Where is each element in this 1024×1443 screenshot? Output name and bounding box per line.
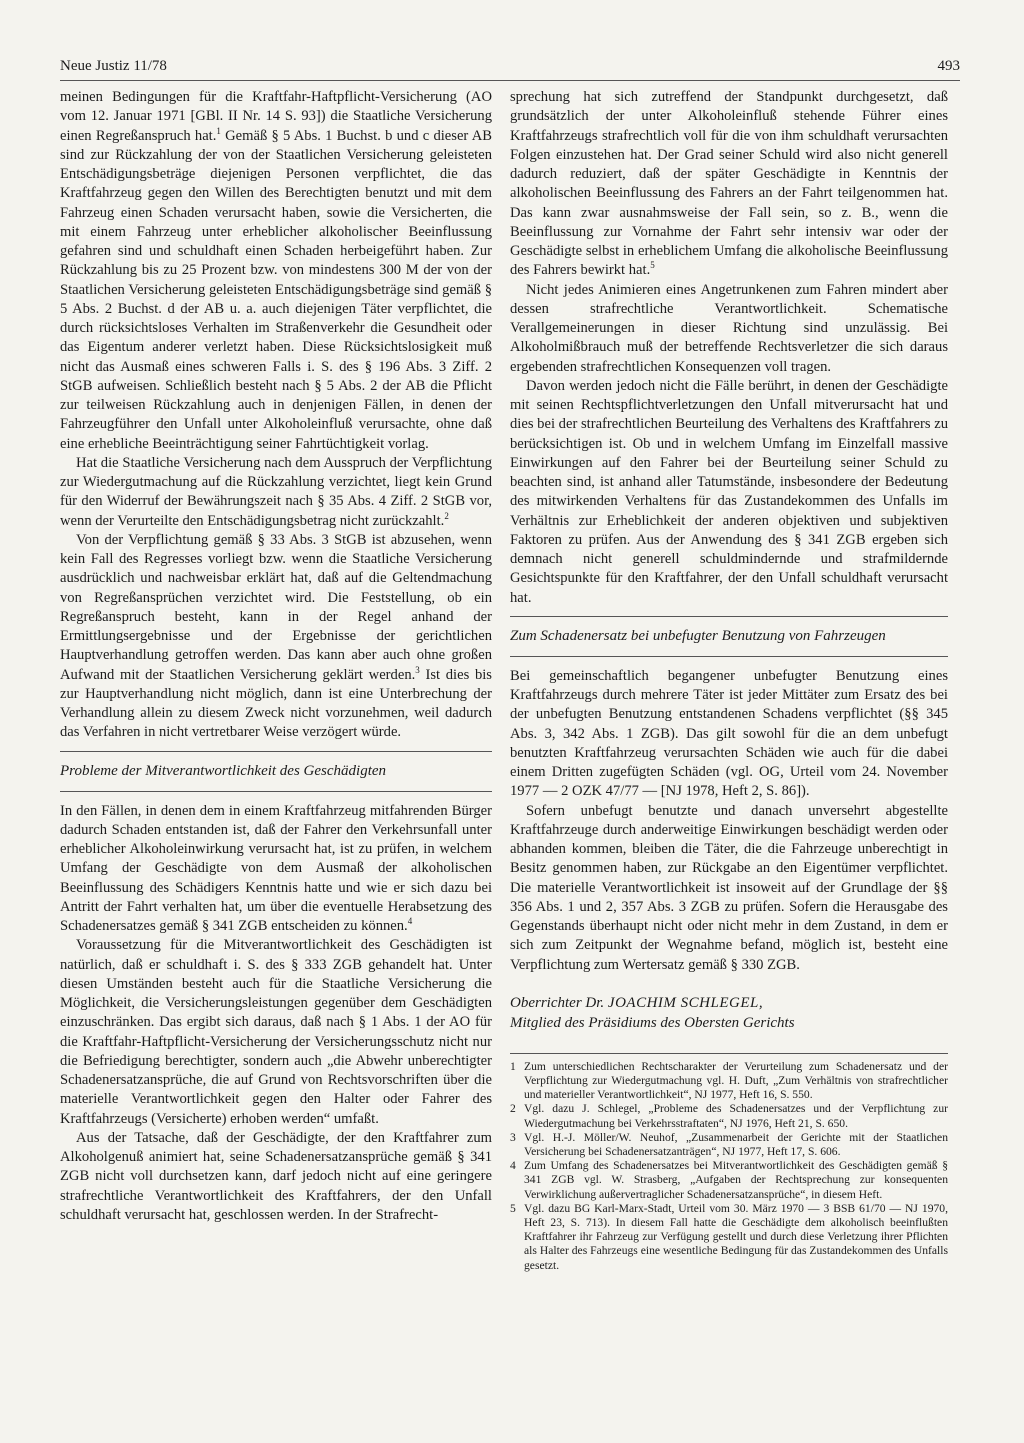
paragraph: Bei gemeinschaftlich begangener unbefugter Benutzung eines Kraftfahrzeugs durch mehrere Täter ist jeder Mittäter zum Ersatz des bei der unbefugten Benutzung entstandenen Schadens verpflichtet (§§ 345 Abs. 3, 342 Abs. 1 ZGB). Das gilt sowohl für die an dem unbefugt benutzten Kraftfahrzeug verursachten Schäden wie auch für die dabei einem Dritten zugefügten Schäden (vgl. OG, Urteil vom 24. November 1977 — 2 OZK 47/77 — [NJ 1978, Heft 2, S. 86]). (510, 667, 948, 800)
author-name: JOACHIM SCHLEGEL, (607, 994, 764, 1011)
footnote-number: 3 (510, 1130, 516, 1144)
left-column (60, 88, 492, 1225)
paragraph-text: Von der Verpflichtung gemäß § 33 Abs. 3 StGB ist abzusehen, wenn kein Fall des Regresses vorliegt bzw. wenn die Staatliche Versicherung ausdrücklich und nachweisbar erklärt hat, daß auf die Geltendmachung von Regreßansprüchen verzichtet wird. Die Feststellung, ob ein Regreßanspruch besteht, kann in der Regel anhand der Ermittlungsergebnisse und der Ergebnisse der gerichtlichen Hauptverhandlung getroffen werden. Das kann aber auch ohne großen Aufwand mit der Staatlichen Versicherung geklärt werden. (60, 531, 492, 683)
author-title: Oberrichter Dr. (510, 994, 608, 1011)
footnote (510, 1060, 948, 1103)
footnote (510, 1202, 948, 1273)
paragraph (60, 88, 492, 454)
paragraph-text: Ist dies bis zur Hauptverhandlung nicht möglich, dann ist eine Unterbrechung der Verhandlung allein zu diesem Zweck nicht vorzunehmen, weil dadurch das Verfahren in nicht vertretbarer Weise verzögert würde. (60, 666, 492, 741)
footnote (510, 1102, 948, 1130)
author-signature (510, 993, 948, 1033)
paragraph-text: meinen Bedingungen für die Kraftfahr-Haftpflicht-Versicherung (AO vom 12. Januar 1971 [GBl. II Nr. 14 S. 93]) die Staatliche Versicherung einen Regreßanspruch hat. (60, 89, 492, 144)
paragraph-text: Hat die Staatliche Versicherung nach dem Ausspruch der Verpflichtung zur Wiedergutmachung auf die Rückzahlung verzichtet, liegt kein Grund für den Widerruf der Bewährungszeit nach § 35 Abs. 4 Ziff. 2 StGB vor, wenn der Verurteilte den Entschädigungsbetrag nicht zurückzahlt. (60, 454, 492, 529)
paragraph-text: In den Fällen, in denen dem in einem Kraftfahrzeug mitfahrenden Bürger dadurch Schaden entstanden ist, daß der Fahrer den Verkehrsunfall unter erheblicher Alkoholeinwirkung verursacht hat, ist zu prüfen, in welchem Umfang der Geschädigte von dem Ausmaß der alkoholischen Beeinflussung des Schädigers Kenntnis hatte und wie er sich dazu bei Antritt der Fahrt verhalten hat, um über die eventuelle Herabsetzung des Schadenersatzes gemäß § 341 ZGB entscheiden zu können. (60, 802, 492, 934)
author-affiliation: Mitglied des Präsidiums des Obersten Gerichts (510, 1014, 795, 1031)
paragraph-text: Gemäß § 5 Abs. 1 Buchst. b und c dieser AB sind zur Rückzahlung der von der Staatlichen Versicherung geleisteten Entschädigungsbeträge diejenigen Personen verpflichtet, die das Kraftfahrzeug gegen den Willen des Berechtigten benutzt und mit dem Fahrzeug einen Schaden verursacht haben, sowie die Versicherten, die mit einem Fahrzeug unter erheblicher alkoholischer Beeinflussung gefahren sind und schuldhaft einen Schaden herbeigeführt haben. Zur Rückzahlung bis zu 25 Prozent bzw. von mindestens 300 M der von der Staatlichen Versicherung geleisteten Entschädigungsbeträge sind gemäß § 5 Abs. 2 Buchst. d der AB u. a. auch diejenigen Täter verpflichtet, die durch rücksichtsloses Verhalten im Straßenverkehr die Gesundheit oder das Eigentum anderer verletzt haben. Diese Rücksichtslosigkeit muß nicht das Ausmaß eines schweren Falls i. S. des § 196 Abs. 3 Ziff. 2 StGB aufweisen. Schließlich besteht nach § 5 Abs. 2 der AB die Pflicht zur teilweisen Rückzahlung auch in denjenigen Fällen, in denen der Fahrzeugführer den Unfall unter Alkoholeinfluß verursachte, ohne daß eine erhebliche Beeinträchtigung seiner Fahrtüchtigkeit vorlag. (60, 127, 492, 452)
paragraph (60, 531, 492, 743)
paragraph (60, 454, 492, 531)
footnote (510, 1159, 948, 1202)
footnote-text: Zum Umfang des Schadenersatzes bei Mitverantwortlichkeit des Geschädigten gemäß § 341 ZGB vgl. W. Strasberg, „Aufgaben der Rechtsprechung zur konsequenten Verwirklichung außervertraglicher Schadenersatzansprüche“, in diesem Heft. (524, 1159, 948, 1201)
paragraph (60, 802, 492, 937)
footnote-text: Vgl. dazu J. Schlegel, „Probleme des Schadenersatzes und der Verpflichtung zur Wiedergutmachung bei Verkehrsstraftaten“, NJ 1976, Heft 21, S. 650. (524, 1102, 948, 1130)
footnote-text: Zum unterschiedlichen Rechtscharakter der Verurteilung zum Schadenersatz und der Verpflichtung zur Wiedergutmachung vgl. H. Duft, „Zum Verhältnis von strafrechtlicher und materieller Verantwortlichkeit“, NJ 1977, Heft 16, S. 550. (524, 1059, 948, 1102)
page-number: 493 (937, 58, 960, 74)
footnote-ref: 5 (650, 260, 655, 271)
paragraph: Davon werden jedoch nicht die Fälle berührt, in denen der Geschädigte mit seinen Rechtspflichtverletzungen den Unfall mitverursacht hat und dies bei der strafrechtlichen Beurteilung des Verhaltens des Kraftfahrers zu berücksichtigen ist. Ob und in welchem Umfang im Einzelfall massive Einwirkungen auf den Fahrer bei der Beurteilung seiner Schuld zu beachten sind, ist anhand aller Tatumstände, insbesondere der Bedeutung des mitwirkenden Verhaltens für das Zustandekommen des Unfalls im Verhältnis zur Erheblichkeit der anderen objektiven und subjektiven Faktoren zu prüfen. Aus der Anwendung des § 341 ZGB ergeben sich demnach nicht generell schuldmindernde und strafmildernde Gesichtspunkte für den Kraftfahrer, der den Unfall schuldhaft verursacht hat. (510, 377, 948, 606)
footnote-ref: 2 (444, 510, 449, 521)
footnote-ref: 1 (216, 125, 221, 136)
paragraph: Aus der Tatsache, daß der Geschädigte, der den Kraftfahrer zum Alkoholgenuß animiert hat, seine Schadenersatzansprüche gemäß § 341 ZGB nicht voll durchsetzen kann, darf jedoch nicht auf eine geringere strafrechtliche Verantwortlichkeit des Kraftfahrers, der den Unfall schuldhaft verursacht hat, geschlossen werden. In der Strafrecht- (60, 1129, 492, 1223)
footnote-number: 5 (510, 1201, 516, 1215)
author-line (510, 993, 948, 1013)
footnote-number: 2 (510, 1102, 516, 1116)
footnote (510, 1131, 948, 1159)
right-column (510, 88, 948, 1273)
journal-title: Neue Justiz 11/78 (60, 58, 167, 74)
paragraph: Voraussetzung für die Mitverantwortlichkeit des Geschädigten ist natürlich, daß er schuldhaft i. S. des § 333 ZGB gehandelt hat. Unter diesen Umständen besteht auch für die Staatliche Versicherung die Möglichkeit, die Versicherungsleistungen gegenüber dem Geschädigten einzuschränken. Das ergibt sich daraus, daß nach § 1 Abs. 1 der AO für die Kraftfahr-Haftpflicht-Versicherung der Versicherungsschutz nicht nur die Befriedigung berechtigter, sondern auch „die Abwehr unberechtigter Schadenersatzansprüche, die auf Grund von Rechtsvorschriften über die materielle Verantwortlichkeit gegen den Halter oder Fahrer des Kraftfahrzeugs (Versicherte) erhoben werden“ umfaßt. (60, 937, 492, 1127)
footnote-number: 4 (510, 1159, 516, 1173)
paragraph-text: sprechung hat sich zutreffend der Standpunkt durchgesetzt, daß grundsätzlich der unter Alkoholeinfluß stehende Führer eines Kraftfahrzeugs strafrechtlich voll für die von ihm schuldhaft verursachten Folgen einzustehen hat. Der Grad seiner Schuld wird also nicht generell dadurch reduziert, daß der später Geschädigte in Kenntnis der alkoholischen Beeinflussung des Fahrers an der Fahrt teilgenommen hat. Das kann zwar ausnahmsweise der Fall sein, so z. B., wenn die Beeinflussung zur Vornahme der Fahrt sehr intensiv war oder der Geschädigte selbst in erheblichem Umfang die alkoholische Beeinflussung des Fahrers bewirkt hat. (510, 89, 948, 279)
footnote-ref: 4 (407, 916, 413, 927)
footnote-ref: 3 (415, 664, 420, 675)
running-header (60, 58, 960, 81)
section-heading: Zum Schadenersatz bei unbefugter Benutzung von Fahrzeugen (510, 616, 948, 657)
paragraph (510, 88, 948, 281)
section-heading: Probleme der Mitverantwortlichkeit des Geschädigten (60, 751, 492, 792)
footnote-text: Vgl. dazu BG Karl-Marx-Stadt, Urteil vom 30. März 1970 — 3 BSB 61/70 — NJ 1970, Heft 23, S. 713). In diesem Fall hatte die Geschädigte dem alkoholisch beeinflußten Kraftfahrer ihr Fahrzeug zur Verfügung gestellt und durch diese Verletzung ihrer Pflichten als Halter des Fahrzeugs eine wesentliche Bedingung für das Zustandekommen des Unfalls gesetzt. (524, 1201, 948, 1272)
footnote-number: 1 (510, 1059, 516, 1073)
paragraph: Nicht jedes Animieren eines Angetrunkenen zum Fahren mindert aber dessen strafrechtliche Verantwortlichkeit. Schematische Verallgemeinerungen in dieser Richtung sind unzulässig. Bei Alkoholmißbrauch muß der betreffende Rechtsverletzer die sich daraus ergebenden strafrechtlichen Konsequenzen voll tragen. (510, 281, 948, 375)
footnotes (510, 1053, 948, 1273)
footnote-text: Vgl. H.-J. Möller/W. Neuhof, „Zusammenarbeit der Gerichte mit der Staatlichen Versicherung bei Schadenersatzanträgen“, NJ 1977, Heft 17, S. 606. (524, 1130, 948, 1158)
paragraph: Sofern unbefugt benutzte und danach unversehrt abgestellte Kraftfahrzeuge durch anderweitige Einwirkungen beschädigt werden oder abhanden kommen, bleiben die Täter, die die Fahrzeuge unberechtigt in Besitz genommen haben, zur Rückgabe an den Eigentümer verpflichtet. Die materielle Verantwortlichkeit ist insoweit auf der Grundlage der §§ 356 Abs. 1 und 2, 357 Abs. 3 ZGB zu prüfen. Sofern die Herausgabe des Gegenstands überhaupt nicht oder nicht mehr in dem Zustand, in dem er sich zum Zeitpunkt der Wegnahme befand, möglich ist, besteht eine Verpflichtung zum Wertersatz gemäß § 330 ZGB. (510, 802, 948, 973)
